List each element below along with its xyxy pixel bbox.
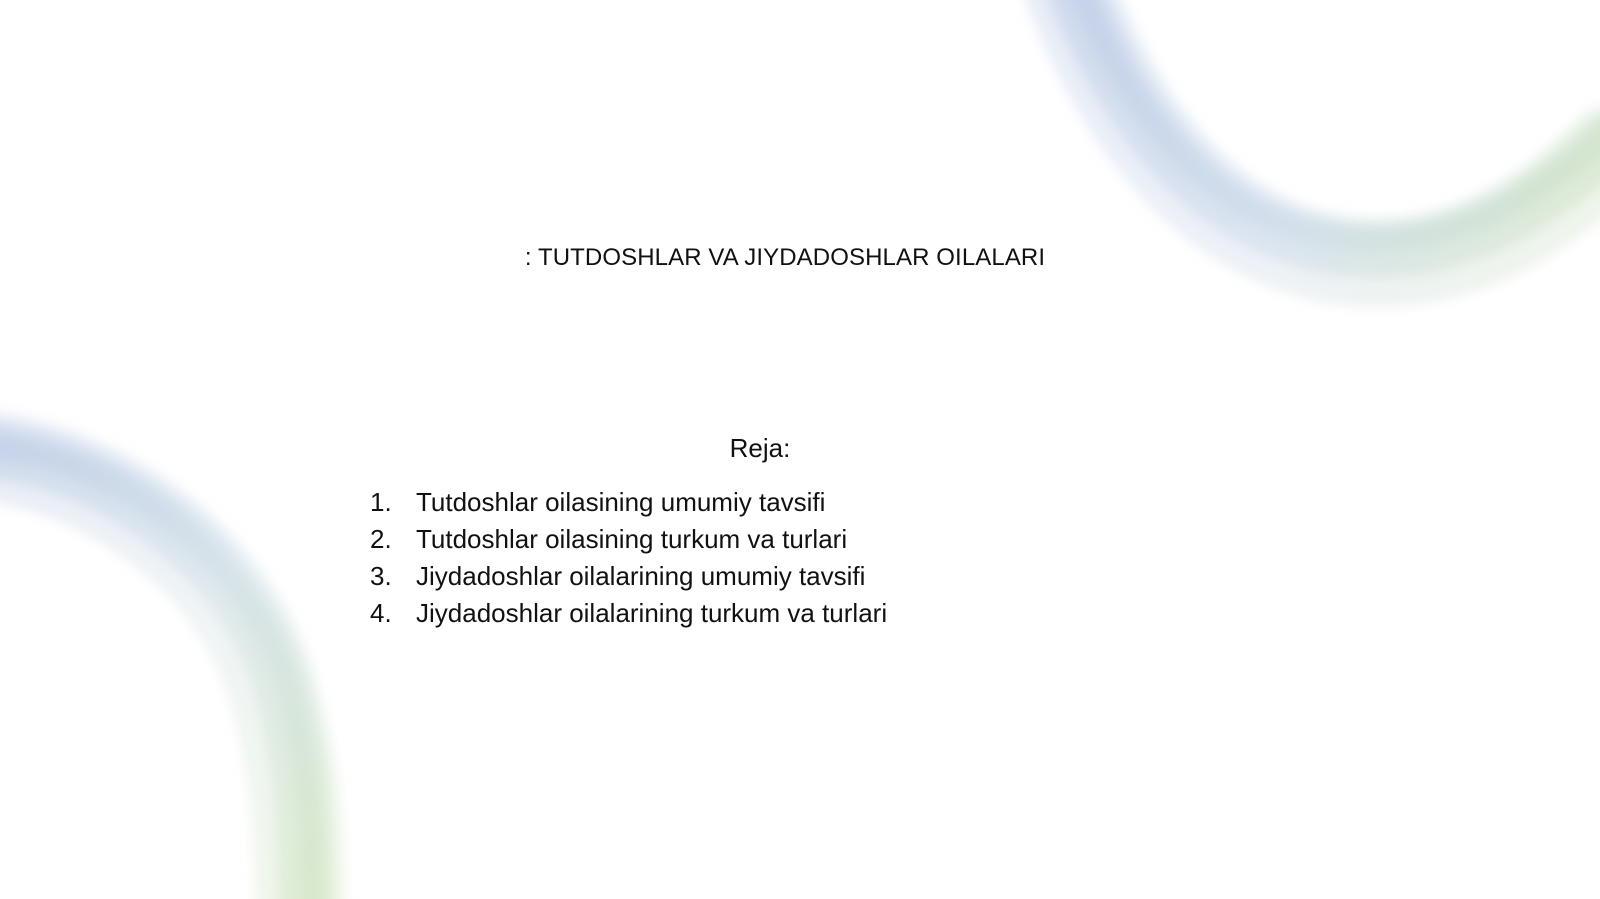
plan-item-number: 2. xyxy=(370,524,392,554)
plan-item-number: 3. xyxy=(370,561,392,591)
plan-item-text: Tutdoshlar oilasining turkum va turlari xyxy=(416,524,848,554)
plan-item-number: 4. xyxy=(370,598,392,628)
top-right-swoosh xyxy=(1070,0,1600,263)
plan-item-2 xyxy=(370,521,887,558)
plan-item-1 xyxy=(370,484,887,521)
slide-title: : TUTDOSHLAR VA JIYDADOSHLAR OILALARI xyxy=(524,244,1046,271)
plan-heading: Reja: xyxy=(729,433,791,463)
plan-item-number: 1. xyxy=(370,487,392,517)
plan-item-text: Jiydadoshlar oilalarining turkum va turlari xyxy=(416,598,888,628)
plan-item-4 xyxy=(370,595,887,632)
plan-item-3 xyxy=(370,558,887,595)
plan-item-text: Jiydadoshlar oilalarining umumiy tavsifi xyxy=(416,561,866,591)
plan-item-text: Tutdoshlar oilasining umumiy tavsifi xyxy=(416,487,826,517)
bottom-left-swoosh xyxy=(0,446,312,899)
plan-list xyxy=(370,484,887,632)
